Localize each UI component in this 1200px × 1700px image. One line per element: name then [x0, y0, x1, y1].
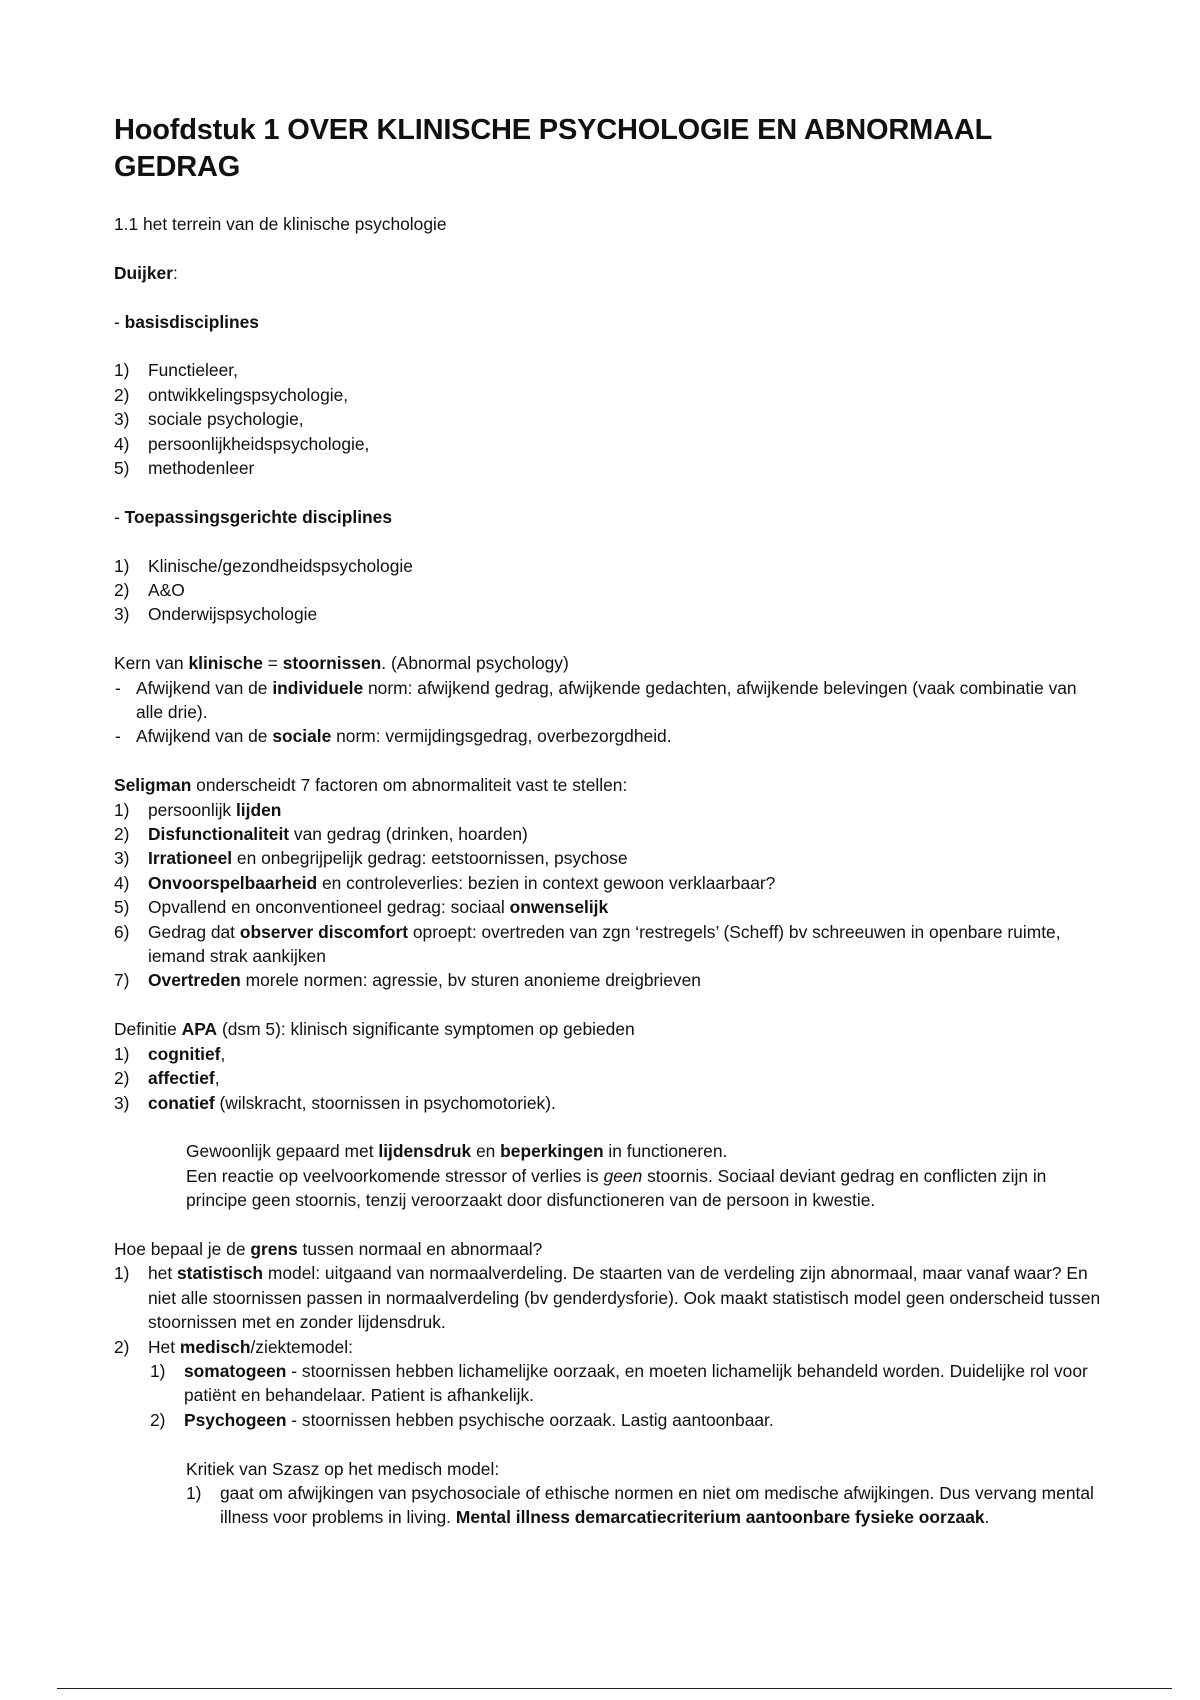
document-page	[114, 112, 1104, 1530]
chapter-title: Hoofdstuk 1 OVER KLINISCHE PSYCHOLOGIE EN ABNORMAAL GEDRAG	[114, 114, 992, 183]
list-item: 2) Disfunctionaliteit van gedrag (drinken, hoarden)	[114, 824, 528, 845]
seligman-paragraph: Seligman onderscheidt 7 factoren om abnormaliteit vast te stellen:	[114, 775, 628, 796]
apa-notes	[114, 1139, 1104, 1212]
list-item: 2) affectief,	[114, 1068, 220, 1089]
list-item: - Afwijkend van de sociale norm: vermijdingsgedrag, overbezorgdheid.	[115, 726, 672, 747]
list-item: 2) A&O	[114, 580, 185, 601]
list-item: 1) Functieleer,	[114, 360, 238, 381]
duijker-heading: Duijker:	[114, 262, 178, 283]
list-item: 2) Het medisch/ziektemodel: 1) somatogeen - stoornissen hebben lichamelijke oorzaak, en moeten lichamelijk behandeld worden. Duidelijke rol voor patiënt en behandelaar. Patient is afhankelijk. 2) Psychogeen - stoornissen hebben psychische oorzaak. Lastig aantoonbaar.	[114, 1335, 1104, 1433]
kern-list	[114, 676, 1104, 749]
list-item: 3) conatief (wilskracht, stoornissen in psychomotoriek).	[114, 1092, 556, 1113]
medisch-sublist	[150, 1359, 1104, 1432]
duijker-label: Duijker	[114, 262, 173, 283]
szasz-heading: Kritiek van Szasz op het medisch model:	[186, 1458, 500, 1479]
seligman-list	[114, 798, 1104, 993]
apa-list	[114, 1042, 1104, 1115]
szasz-block	[114, 1457, 1104, 1530]
section-heading: 1.1 het terrein van de klinische psychologie	[114, 214, 447, 234]
list-item: 3) Irrationeel en onbegrijpelijk gedrag: eetstoornissen, psychose	[114, 848, 628, 869]
toepassing-list	[114, 554, 1104, 627]
basisdisciplines-list	[114, 358, 1104, 480]
list-item: 3) sociale psychologie,	[114, 409, 304, 430]
grens-paragraph: Hoe bepaal je de grens tussen normaal en abnormaal?	[114, 1238, 543, 1259]
list-item: 1) Klinische/gezondheidspsychologie	[114, 555, 413, 576]
list-item: 7) Overtreden morele normen: agressie, bv sturen anonieme dreigbrieven	[114, 970, 701, 991]
list-item: 5) Opvallend en onconventioneel gedrag: sociaal onwenselijk	[114, 897, 609, 918]
list-item: 3) Onderwijspsychologie	[114, 604, 318, 625]
basisdisciplines-heading: - basisdisciplines	[114, 311, 259, 332]
list-item: 1) het statistisch model: uitgaand van normaalverdeling. De staarten van de verdeling zijn abnormaal, maar vanaf waar? En niet alle stoornissen passen in normaalverdeling (bv genderdysforie). Ook maakt statistisch model geen onderscheid tussen stoornissen met en zonder lijdensdruk.	[114, 1263, 1101, 1333]
list-item: 4) Onvoorspelbaarheid en controleverlies: bezien in context gewoon verklaarbaar?	[114, 872, 776, 893]
kern-paragraph: Kern van klinische = stoornissen. (Abnormal psychology)	[114, 653, 569, 674]
grens-list	[114, 1261, 1104, 1432]
szasz-list	[186, 1481, 1104, 1530]
list-item: 1) gaat om afwijkingen van psychosociale of ethische normen en niet om medische afwijkingen. Dus vervang mental illness voor problems in living. Mental illness demarcatiecriterium aantoonbare fysieke oorzaak.	[186, 1482, 1094, 1528]
list-item: 1) cognitief,	[114, 1043, 226, 1064]
apa-note-1: Gewoonlijk gepaard met lijdensdruk en beperkingen in functioneren.	[186, 1141, 728, 1162]
list-item: 6) Gedrag dat observer discomfort oproept: overtreden van zgn ‘restregels’ (Scheff) bv schreeuwen in openbare ruimte, iemand strak aankijken	[114, 921, 1061, 967]
list-item: 1) somatogeen - stoornissen hebben lichamelijke oorzaak, en moeten lichamelijk behandeld worden. Duidelijke rol voor patiënt en behandelaar. Patient is afhankelijk.	[150, 1360, 1088, 1406]
list-item: - Afwijkend van de individuele norm: afwijkend gedrag, afwijkende gedachten, afwijkende belevingen (vaak combinatie van alle drie).	[115, 677, 1077, 723]
toepassing-heading: - Toepassingsgerichte disciplines	[114, 506, 393, 527]
list-item: 2) Psychogeen - stoornissen hebben psychische oorzaak. Lastig aantoonbaar.	[150, 1409, 774, 1430]
list-item: 1) persoonlijk lijden	[114, 799, 282, 820]
list-item: 5) methodenleer	[114, 458, 255, 479]
apa-paragraph: Definitie APA (dsm 5): klinisch significante symptomen op gebieden	[114, 1019, 635, 1040]
apa-note-2: Een reactie op veelvoorkomende stressor of verlies is geen stoornis. Sociaal deviant gedrag en conflicten zijn in principe geen stoornis, tenzij veroorzaakt door disfunctioneren van de persoon in kwestie.	[186, 1165, 1047, 1211]
list-item: 2) ontwikkelingspsychologie,	[114, 384, 349, 405]
footer-rule	[57, 1688, 1172, 1689]
list-item: 4) persoonlijkheidspsychologie,	[114, 433, 370, 454]
